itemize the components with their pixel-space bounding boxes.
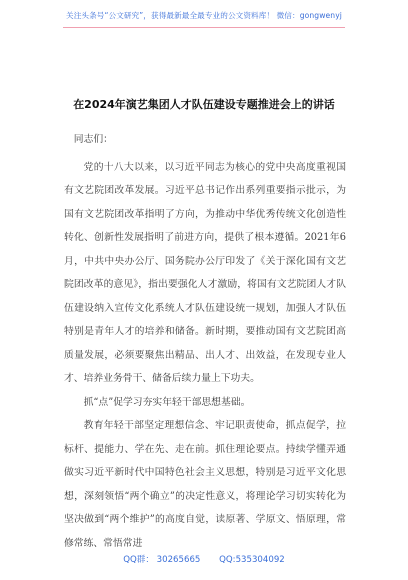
paragraph-intro: 党的十八大以来，以习近平同志为核心的党中央高度重视国有文艺院团改革发展。习近平总书记作出系列重要指示批示，为国有文艺院团改革指明了方向，为推动中华优秀传统文化创造性转化、创新性发展指明了前进方向，提供了根本遵循。2021年6月，中共中央办公厅、国务院办公厅印发了《关于深化国有文艺院团改革的意见》，指出要强化人才激励，将国有文艺院团人才队伍建设纳入宣传文化系统人才队伍建设统一规划，加强人才队伍特别是青年人才的培养和储备。新时期，要推动国有文艺院团高质量发展，必须要聚焦出精品、出人才、出效益，在发现专业人才、培养业务骨干、储备后续力量上下功夫。: [64, 161, 346, 384]
document-title: 在2024年演艺集团人才队伍建设专题推进会上的讲话: [73, 98, 335, 111]
footer-contact: [0, 553, 408, 565]
header-divider: [63, 27, 345, 28]
paragraph-section-1: 教育年轻干部坚定理想信念、牢记职责使命，抓点促学，拉标杆、提能力、学在先、走在前。抓住理论要点。持续学懂弄通做实习近平新时代中国特色社会主义思想，特别是习近平文化思想，深刻领悟“两个确立”的决定性意义，将理论学习切实转化为坚决做到“两个维护”的高度自觉，读原著、学原文、悟原理，常修常练、常悟常进: [64, 420, 346, 549]
greeting: 同志们：: [73, 134, 113, 145]
document-body: [64, 128, 346, 555]
section-heading: 抓“点”促学习夯实年轻干部思想基础。: [83, 396, 251, 408]
footer-qq-group: QQ群： 30265665: [123, 555, 201, 565]
footer-qq-number: QQ:535304092: [219, 555, 285, 565]
promo-banner: 关注头条号“公文研究”，获得最新最全最专业的公文资料库！ 微信：gongwenyj: [66, 11, 342, 20]
